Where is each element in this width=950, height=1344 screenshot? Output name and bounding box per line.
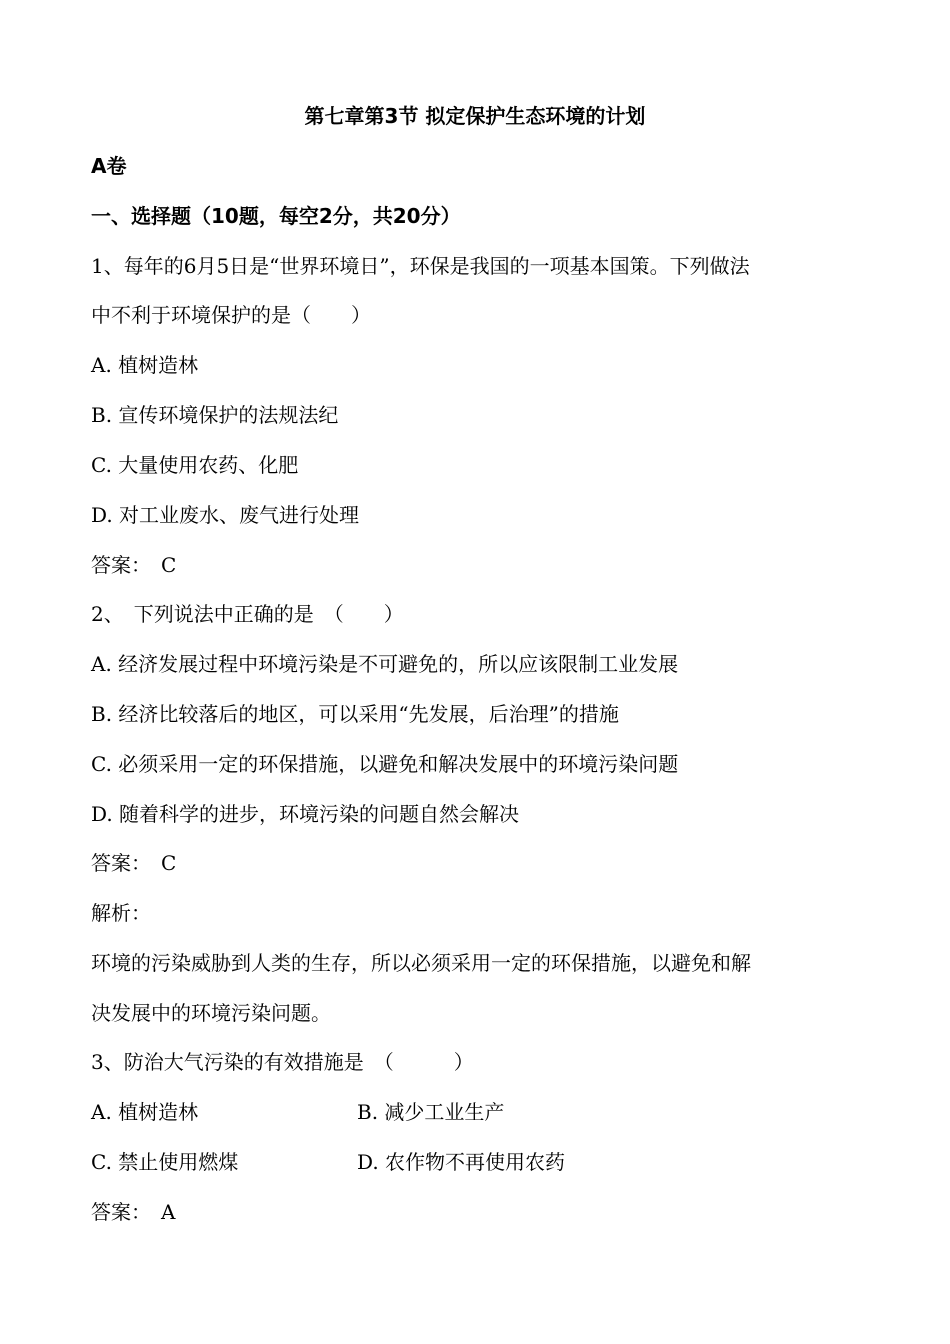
q1-answer: 答案： C [91, 553, 177, 577]
q2-analysis-line1: 环境的污染威胁到人类的生存，所以必须采用一定的环保措施，以避免和解 [91, 951, 751, 975]
q3-answer: 答案： A [91, 1200, 176, 1224]
q3-option-b: B. 减少工业生产 [357, 1100, 505, 1124]
q1-option-b: B. 宣传环境保护的法规法纪 [91, 403, 339, 427]
q2-option-d: D. 随着科学的进步，环境污染的问题自然会解决 [91, 802, 520, 826]
q1-option-a: A. 植树造林 [91, 353, 199, 377]
q1-stem-line2: 中不利于环境保护的是（ ） [91, 303, 371, 327]
q3-option-a: A. 植树造林 [91, 1100, 199, 1124]
q2-analysis-line2: 决发展中的环境污染问题。 [91, 1001, 331, 1025]
q2-stem: 2、 下列说法中正确的是 （ ） [91, 602, 404, 626]
q1-stem-line1: 1、每年的6月5日是“世界环境日”，环保是我国的一项基本国策。下列做法 [91, 254, 750, 278]
q2-analysis-label: 解析： [91, 901, 151, 925]
q3-stem: 3、防治大气污染的有效措施是 （ ） [91, 1050, 474, 1074]
q3-option-c: C. 禁止使用燃煤 [91, 1150, 239, 1174]
page-title: 第七章第3节 拟定保护生态环境的计划 [304, 104, 646, 128]
q2-option-a: A. 经济发展过程中环境污染是不可避免的，所以应该限制工业发展 [91, 652, 679, 676]
volume-label: A卷 [91, 154, 127, 178]
q1-option-d: D. 对工业废水、废气进行处理 [91, 503, 360, 527]
q3-option-d: D. 农作物不再使用农药 [357, 1150, 566, 1174]
q2-option-c: C. 必须采用一定的环保措施，以避免和解决发展中的环境污染问题 [91, 752, 679, 776]
q2-answer: 答案： C [91, 851, 177, 875]
q2-option-b: B. 经济比较落后的地区，可以采用“先发展，后治理”的措施 [91, 702, 619, 726]
section-heading: 一、选择题（10题，每空2分，共20分） [91, 204, 461, 228]
q1-option-c: C. 大量使用农药、化肥 [91, 453, 299, 477]
